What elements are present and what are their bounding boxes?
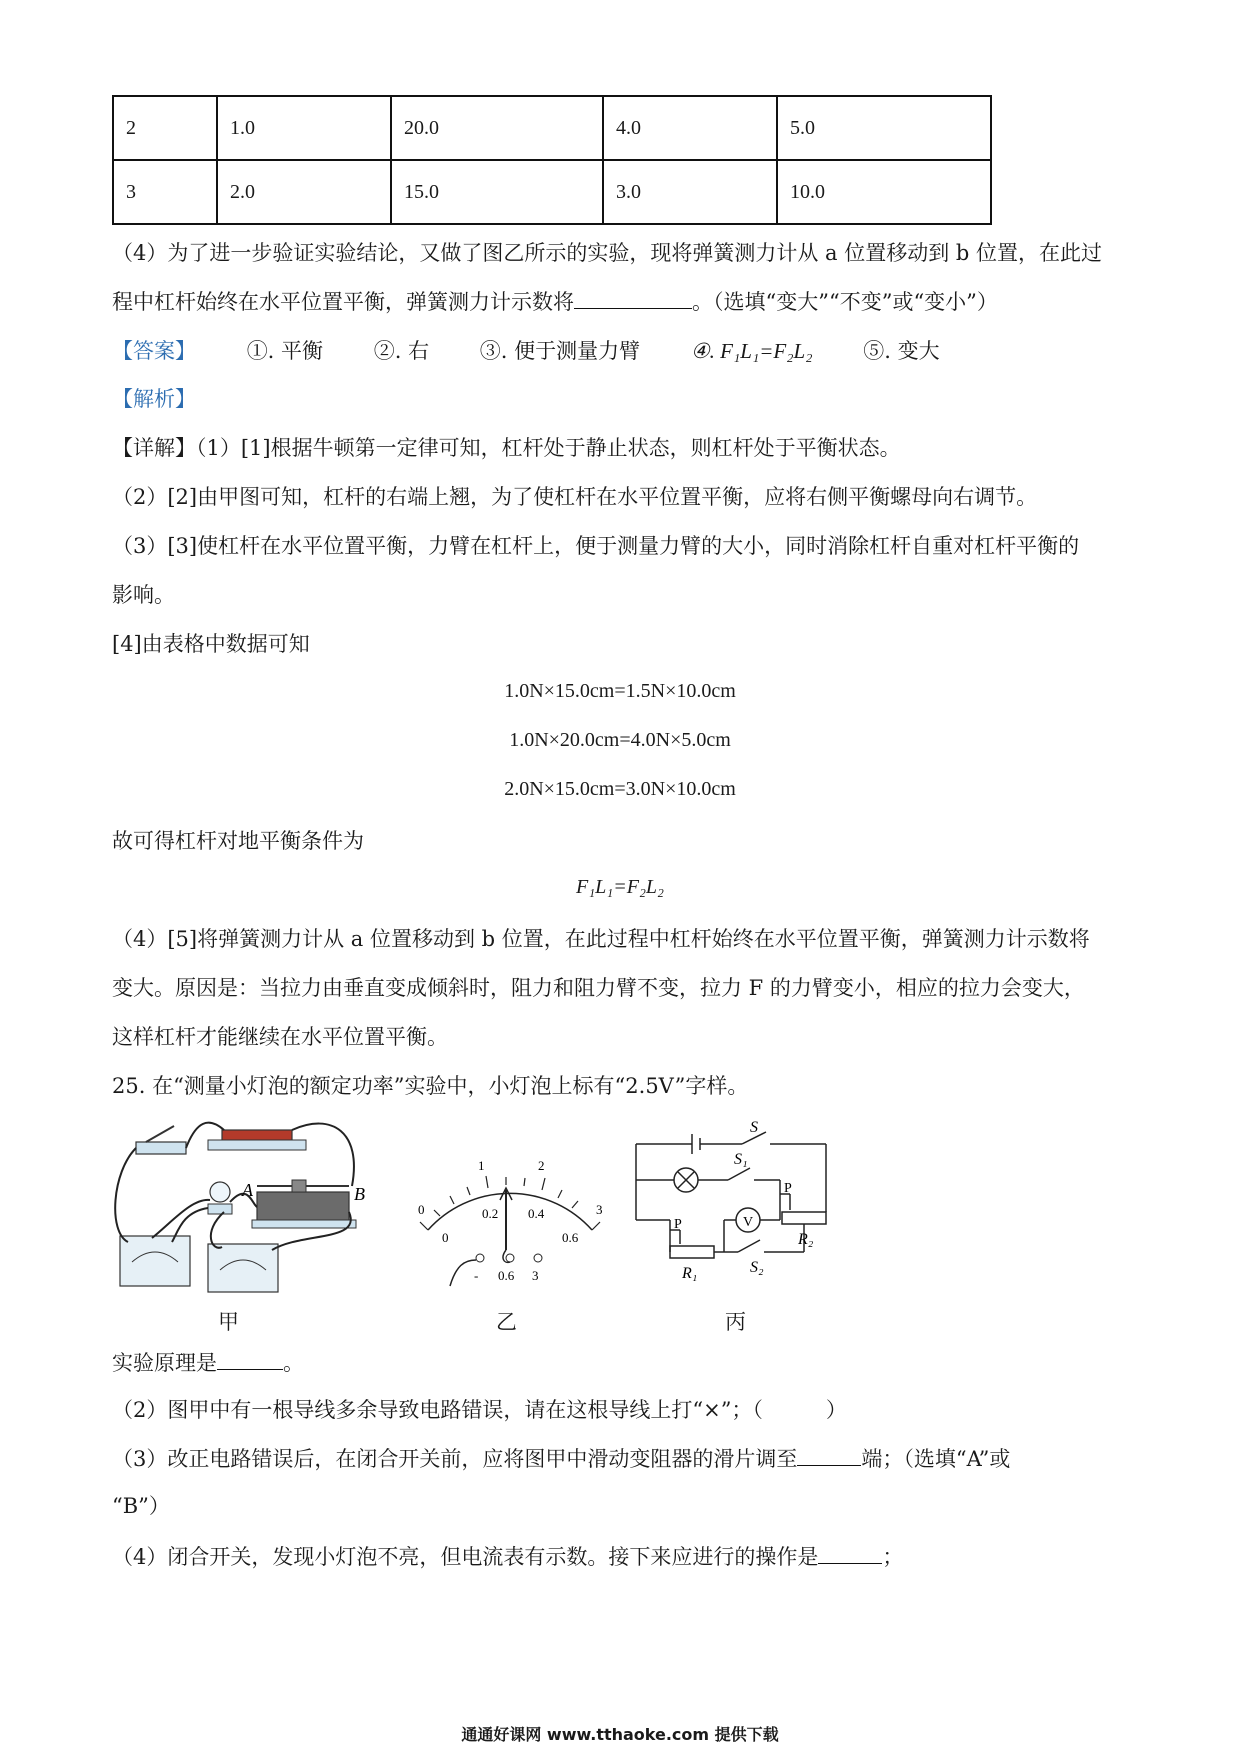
answer-blank[interactable] — [574, 286, 692, 309]
table-cell: 3 — [113, 160, 217, 224]
detail-line: （4）[5]将弹簧测力计从 a 位置移动到 b 位置，在此过程中杠杆始终在水平位置平衡，弹簧测力计示数将 — [112, 927, 1090, 951]
q25-part-3 — [112, 1443, 1010, 1474]
detail-line: 影响。 — [112, 583, 175, 607]
answer-item: ①. 平衡 — [246, 339, 324, 363]
analysis-tag: 【解析】 — [112, 387, 196, 411]
voltmeter-label: V — [743, 1215, 754, 1230]
data-table — [112, 95, 992, 225]
resistor-r1-label: R₁ — [682, 1265, 698, 1282]
terminal-label: 3 — [532, 1268, 539, 1283]
answer-blank[interactable] — [797, 1443, 861, 1466]
answer-item: ②. 右 — [373, 339, 430, 363]
question-25-stem: 25. 在“测量小灯泡的额定功率”实验中，小灯泡上标有“2.5V”字样。 — [112, 1074, 749, 1098]
answer-line — [112, 336, 940, 366]
table-cell: 3.0 — [603, 160, 777, 224]
q25-part-2: （2）图甲中有一根导线多余导致电路错误，请在这根导线上打“×”；（ ） — [112, 1398, 847, 1422]
page-footer: 通通好课网 www.tthaoke.com 提供下载 — [461, 1725, 779, 1744]
table-cell: 2 — [113, 96, 217, 160]
terminal-b-label: B — [354, 1184, 365, 1204]
q25-text: 端；（选填“A”或 — [861, 1447, 1011, 1471]
detail-line: （3）[3]使杠杆在水平位置平衡，力臂在杠杆上，便于测量力臂的大小，同时消除杠杆自重对杠杆平衡的 — [112, 534, 1080, 558]
dial-bottom-tick: 0.4 — [528, 1206, 545, 1221]
q4-line-1: （4）为了进一步验证实验结论，又做了图乙所示的实验，现将弹簧测力计从 a 位置移动到 b 位置，在此过 — [112, 241, 1103, 265]
switch-s-label: S — [750, 1120, 758, 1136]
detail-line: 这样杠杆才能继续在水平位置平衡。 — [112, 1025, 448, 1049]
q25-text: ； — [882, 1545, 904, 1569]
dial-bottom-tick: 0.6 — [562, 1230, 579, 1245]
q4-line-2 — [112, 286, 998, 317]
detail-line: 故可得杠杆对地平衡条件为 — [112, 829, 364, 853]
q25-text: 实验原理是 — [112, 1351, 217, 1375]
dial-bottom-tick: 0.2 — [482, 1206, 499, 1221]
answer-item: ③. 便于测量力臂 — [479, 339, 641, 363]
answer-item: ④. F₁L₁=F₂L₂ — [690, 339, 813, 363]
q25-part-1 — [112, 1347, 304, 1378]
terminal-label: 0.6 — [498, 1268, 515, 1283]
equation: 2.0N×15.0cm=3.0N×10.0cm — [504, 778, 736, 800]
resistor-r2-label: R₂ — [798, 1231, 814, 1248]
answer-blank[interactable] — [818, 1541, 882, 1564]
detail-line: [4]由表格中数据可知 — [112, 632, 310, 656]
slider-p2-label: P — [784, 1181, 792, 1196]
q4-text: 程中杠杆始终在水平位置平衡，弹簧测力计示数将 — [112, 290, 574, 314]
q25-text: 。 — [283, 1351, 304, 1375]
answer-item: ⑤. 变大 — [863, 339, 940, 363]
circuit-diagram-figure — [630, 1120, 830, 1300]
figure-label-jia: 甲 — [218, 1310, 239, 1334]
table-cell: 15.0 — [391, 160, 603, 224]
switch-s1-label: S₁ — [734, 1151, 748, 1168]
dial-top-tick: 0 — [418, 1202, 425, 1217]
table-cell: 1.0 — [217, 96, 391, 160]
terminal-label: - — [474, 1268, 479, 1283]
equation: 1.0N×20.0cm=4.0N×5.0cm — [509, 729, 731, 751]
switch-s2-label: S₂ — [750, 1259, 764, 1276]
table-cell: 5.0 — [777, 96, 991, 160]
circuit-apparatus-figure — [112, 1112, 382, 1297]
dial-top-tick: 2 — [538, 1158, 545, 1173]
dial-top-tick: 1 — [478, 1158, 485, 1173]
equation: 1.0N×15.0cm=1.5N×10.0cm — [504, 680, 736, 702]
answer-tag: 【答案】 — [112, 339, 196, 363]
table-row — [113, 160, 991, 224]
q25-text: （4）闭合开关，发现小灯泡不亮，但电流表有示数。接下来应进行的操作是 — [112, 1545, 819, 1569]
q25-part-4 — [112, 1541, 903, 1572]
table-cell: 10.0 — [777, 160, 991, 224]
table-cell: 4.0 — [603, 96, 777, 160]
figure-label-yi: 乙 — [496, 1310, 517, 1334]
dial-top-tick: 3 — [596, 1202, 603, 1217]
q25-part-3-cont: “B”） — [112, 1494, 170, 1518]
slider-p1-label: P — [674, 1217, 682, 1232]
dial-bottom-tick: 0 — [442, 1230, 449, 1245]
figure-label-bing: 丙 — [725, 1310, 746, 1334]
answer-blank[interactable] — [217, 1347, 283, 1370]
equation: F₁L₁=F₂L₂ — [576, 876, 664, 898]
table-row — [113, 96, 991, 160]
table-cell: 2.0 — [217, 160, 391, 224]
q4-text: 。（选填“变大”“不变”或“变小”） — [692, 290, 998, 314]
detail-line: 【详解】（1）[1]根据牛顿第一定律可知，杠杆处于静止状态，则杠杆处于平衡状态。 — [112, 436, 901, 460]
table-cell: 20.0 — [391, 96, 603, 160]
detail-line: 变大。原因是：当拉力由垂直变成倾斜时，阻力和阻力臂不变，拉力 F 的力臂变小，相应的拉力会变大， — [112, 976, 1085, 1000]
detail-line: （2）[2]由甲图可知，杠杆的右端上翘，为了使杠杆在水平位置平衡，应将右侧平衡螺母向右调节。 — [112, 485, 1038, 509]
ammeter-dial-figure — [410, 1140, 610, 1290]
terminal-a-label: A — [242, 1180, 253, 1200]
q25-text: （3）改正电路错误后，在闭合开关前，应将图甲中滑动变阻器的滑片调至 — [112, 1447, 798, 1471]
